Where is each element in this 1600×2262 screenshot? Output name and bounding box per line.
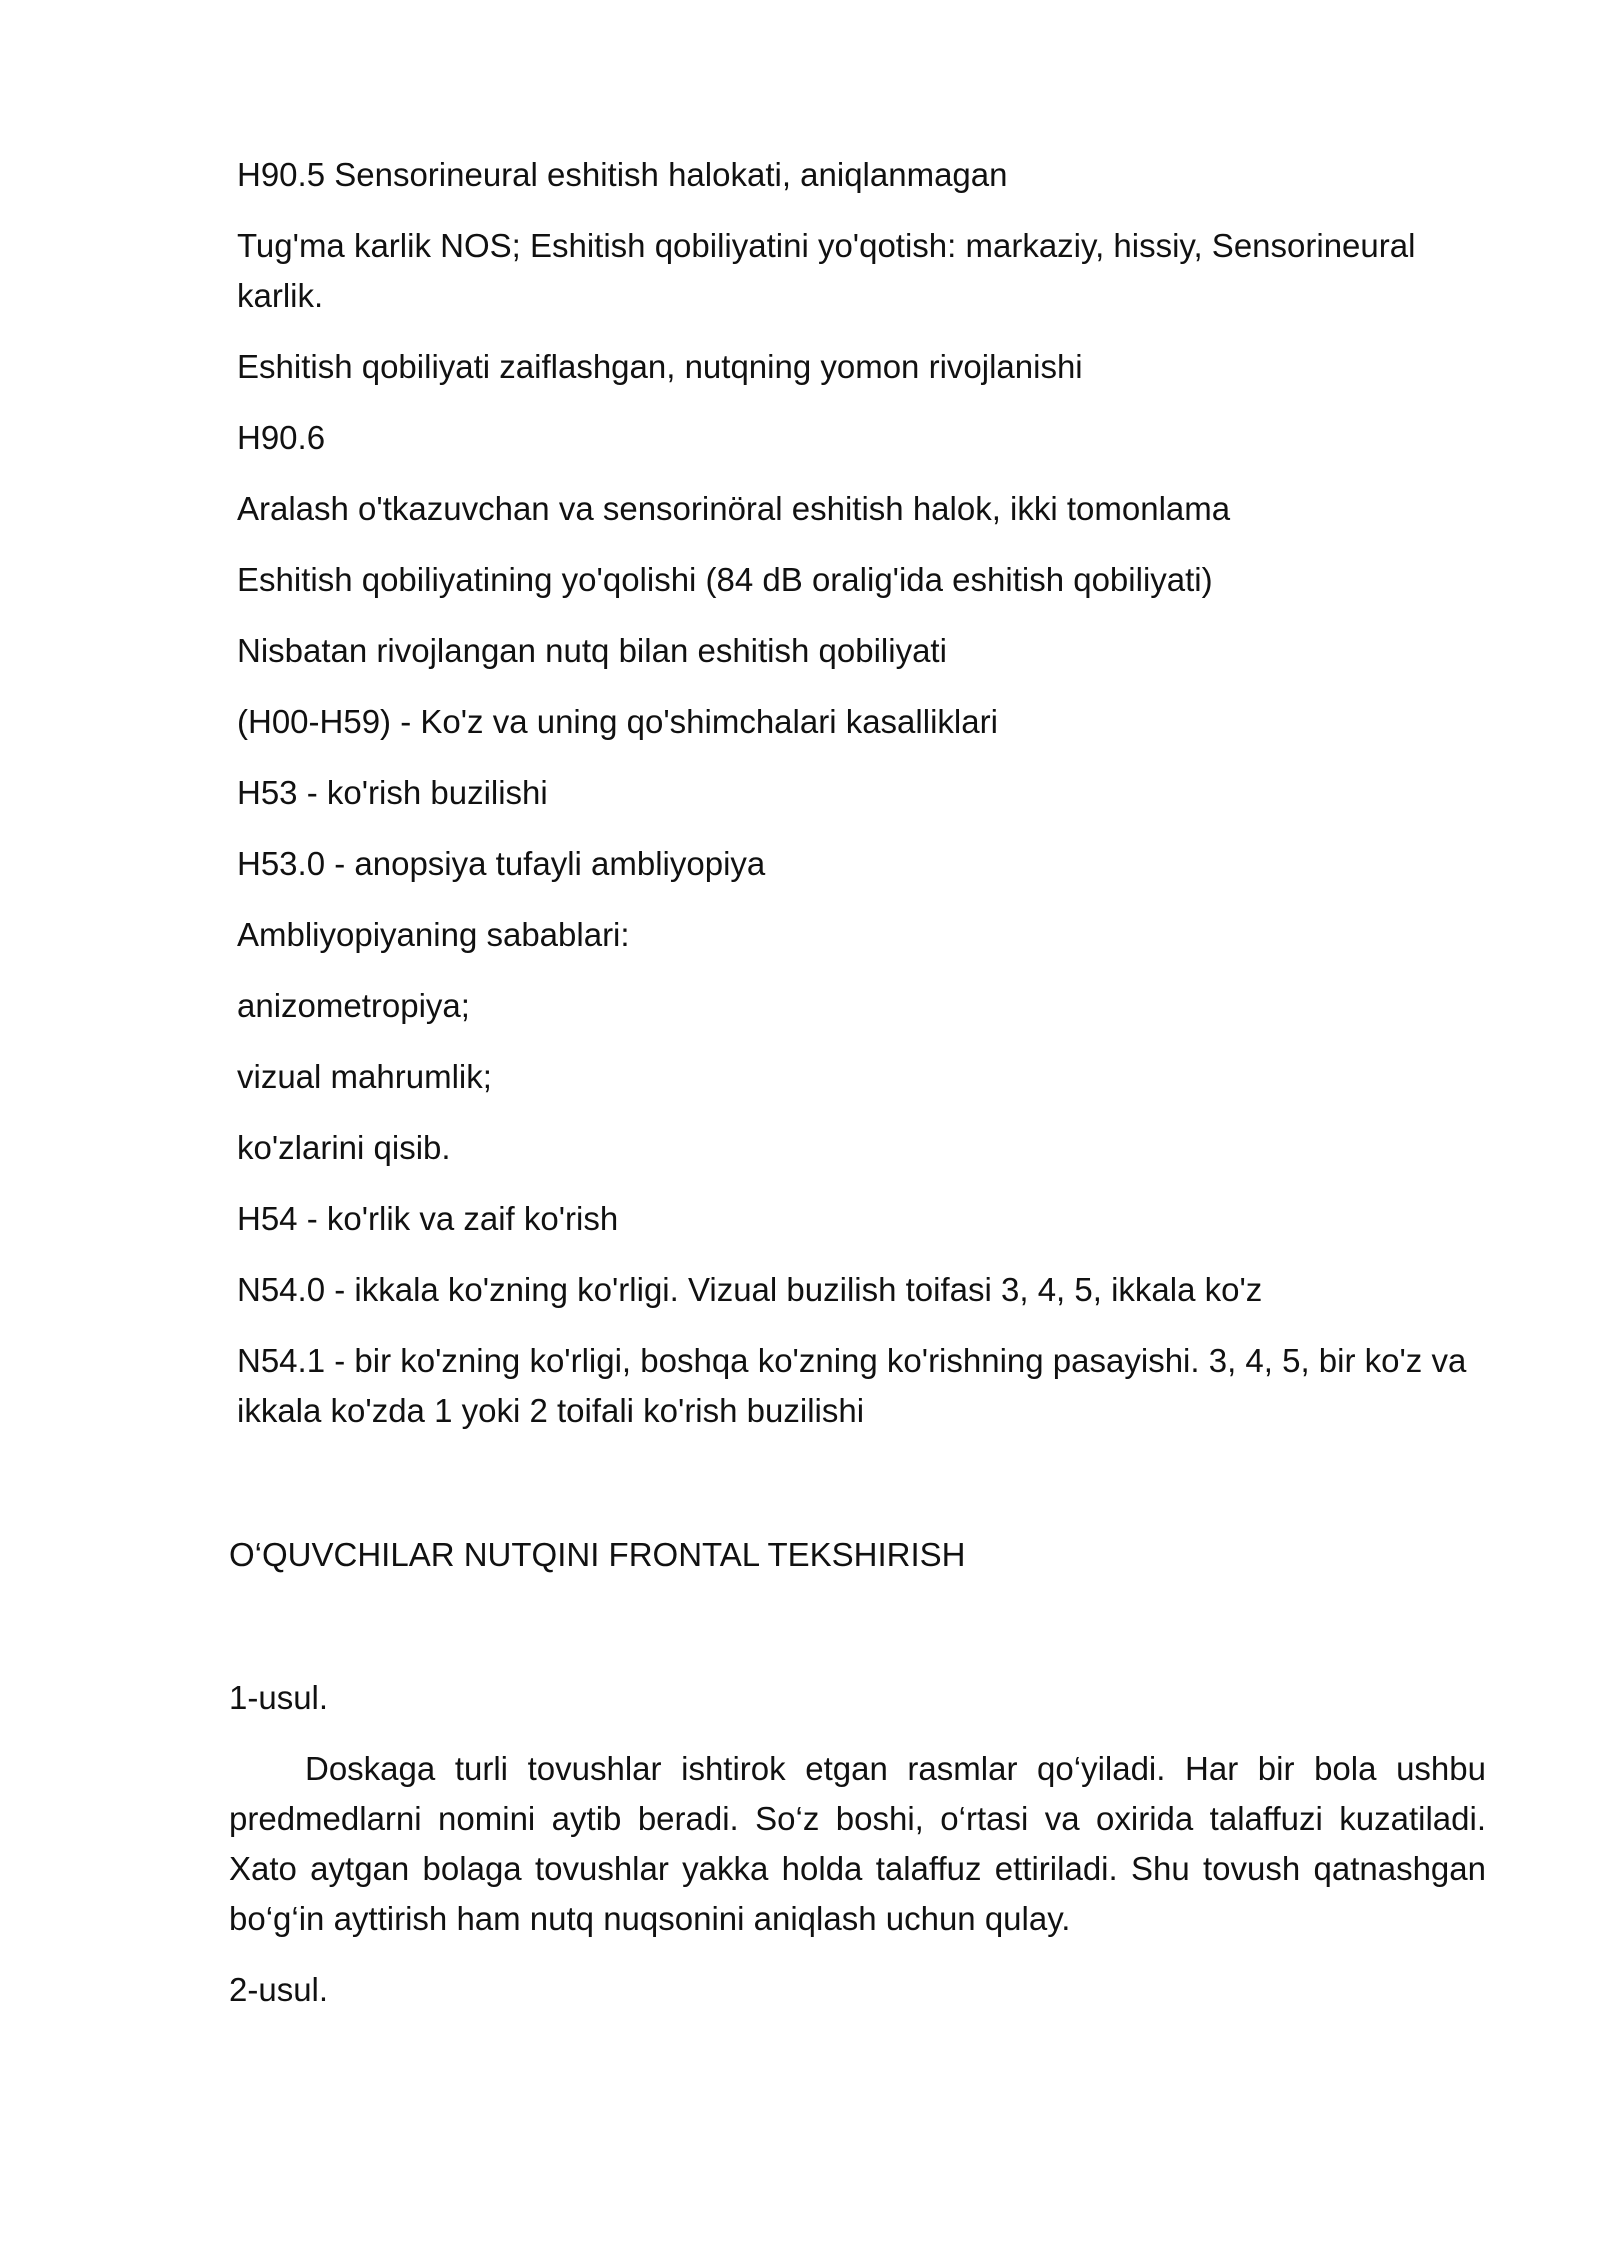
eye-diseases-heading: (H00-H59) - Ko'z va uning qo'shimchalari kasalliklari bbox=[237, 703, 998, 740]
diagnosis-h90-6-details: Eshitish qobiliyatining yo'qolishi (84 dB oralig'ida eshitish qobiliyati) bbox=[237, 561, 1213, 598]
diagnosis-h54: H54 - ko'rlik va zaif ko'rish bbox=[237, 1200, 619, 1237]
method-2-label: 2-usul. bbox=[229, 1971, 329, 2008]
diagnosis-h90-5-note: Eshitish qobiliyati zaiflashgan, nutqning yomon rivojlanishi bbox=[237, 348, 1083, 385]
method-1-text: Doskaga turli tovushlar ishtirok etgan rasmlar qo‘yiladi. Har bir bola ushbu predmedlarni nomini aytib beradi. So‘z boshi, o‘rtasi va oxirida talaffuzi kuzatiladi. Xato aytgan bolaga tovushlar yakka holda talaffuz ettiriladi. Shu tovush qatnashgan bo‘g‘in ayttirish ham nutq nuqsonini aniqlash uchun qulay. bbox=[229, 1750, 1486, 1937]
section-title: O‘QUVCHILAR NUTQINI FRONTAL TEKSHIRISH bbox=[229, 1536, 966, 1573]
amblyopia-cause-item: ko'zlarini qisib. bbox=[237, 1129, 451, 1166]
diagnosis-n54-1: N54.1 - bir ko'zning ko'rligi, boshqa ko'zning ko'rishning pasayishi. 3, 4, 5, bir ko'z va ikkala ko'zda 1 yoki 2 toifali ko'rish buzilishi bbox=[237, 1342, 1467, 1429]
diagnosis-h90-5: H90.5 Sensorineural eshitish halokati, aniqlanmagan bbox=[237, 156, 1008, 193]
amblyopia-cause-item: anizometropiya; bbox=[237, 987, 470, 1024]
diagnosis-h90-6: H90.6 bbox=[237, 419, 326, 456]
diagnosis-h53-0: H53.0 - anopsiya tufayli ambliyopiya bbox=[237, 845, 766, 882]
amblyopia-causes-label: Ambliyopiyaning sabablari: bbox=[237, 916, 630, 953]
document-body bbox=[229, 150, 1486, 2036]
method-1-label: 1-usul. bbox=[229, 1679, 329, 1716]
diagnosis-h90-5-details: Tug'ma karlik NOS; Eshitish qobiliyatini yo'qotish: markaziy, hissiy, Sensorineural karlik. bbox=[237, 227, 1416, 314]
diagnosis-n54-0: N54.0 - ikkala ko'zning ko'rligi. Vizual buzilish toifasi 3, 4, 5, ikkala ko'z bbox=[237, 1271, 1263, 1308]
diagnosis-h90-6-note: Nisbatan rivojlangan nutq bilan eshitish qobiliyati bbox=[237, 632, 947, 669]
diagnosis-h53: H53 - ko'rish buzilishi bbox=[237, 774, 548, 811]
diagnosis-h90-6-title: Aralash o'tkazuvchan va sensorinöral eshitish halok, ikki tomonlama bbox=[237, 490, 1231, 527]
amblyopia-cause-item: vizual mahrumlik; bbox=[237, 1058, 492, 1095]
